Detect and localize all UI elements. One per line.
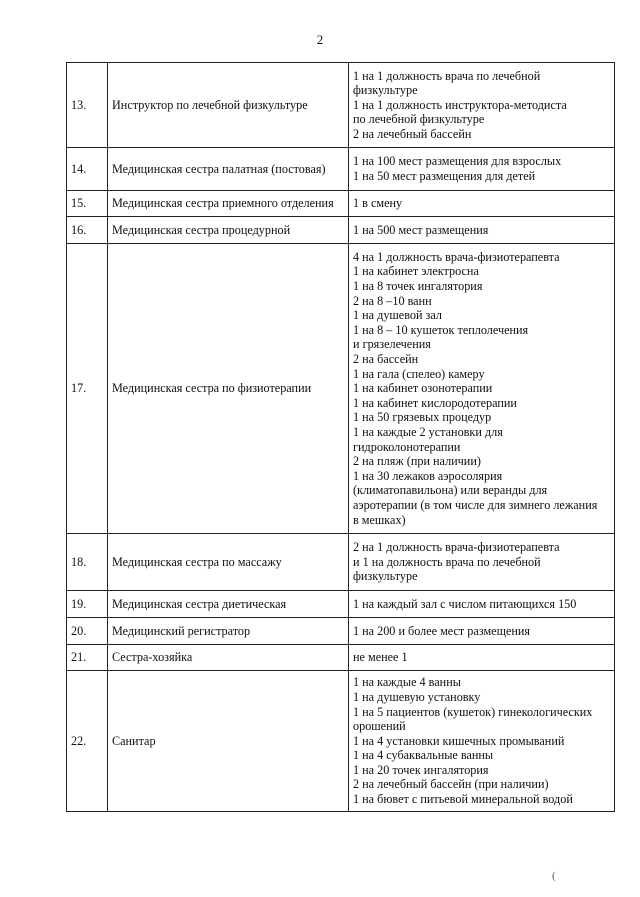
position-title: Санитар bbox=[108, 671, 349, 812]
table-row bbox=[67, 618, 615, 645]
staffing-norm bbox=[349, 671, 615, 812]
table-row bbox=[67, 244, 615, 534]
position-title: Медицинская сестра палатная (постовая) bbox=[108, 148, 349, 191]
position-title: Медицинская сестра по физиотерапии bbox=[108, 244, 349, 534]
table-row bbox=[67, 534, 615, 591]
norm-line: орошений bbox=[353, 719, 406, 734]
position-title: Медицинская сестра процедурной bbox=[108, 217, 349, 244]
norm-line: 1 на кабинет электросна bbox=[353, 264, 479, 279]
norm-line: 1 на 30 лежаков аэросолярия bbox=[353, 468, 503, 483]
page-number: 2 bbox=[316, 32, 324, 47]
norm-line: 1 на 5 пациентов (кушеток) гинекологических bbox=[353, 704, 593, 719]
norm-line: 1 на гала (спелео) камеру bbox=[353, 366, 485, 381]
norm-line: 1 на бювет с питьевой минеральной водой bbox=[353, 792, 573, 807]
staffing-norm bbox=[349, 148, 615, 191]
staffing-norm bbox=[349, 244, 615, 534]
row-number: 21. bbox=[67, 645, 108, 671]
staffing-norm bbox=[349, 191, 615, 217]
position-title: Медицинский регистратор bbox=[108, 618, 349, 645]
norm-line: аэротерапии (в том числе для зимнего лежания bbox=[353, 497, 598, 512]
norm-line: 1 на душевой зал bbox=[353, 308, 442, 323]
staffing-norms-table bbox=[66, 62, 615, 812]
table-row bbox=[67, 645, 615, 671]
norm-line: физкультуре bbox=[353, 569, 418, 584]
row-number: 16. bbox=[67, 217, 108, 244]
norm-line: 1 на 500 мест размещения bbox=[353, 222, 489, 237]
position-title: Медицинская сестра диетическая bbox=[108, 591, 349, 618]
row-number: 22. bbox=[67, 671, 108, 812]
norm-line: 1 на 1 должность врача по лечебной bbox=[353, 68, 541, 83]
norm-line: гидроколонотерапии bbox=[353, 439, 461, 454]
norm-line: физкультуре bbox=[353, 83, 418, 98]
norm-line: 1 на душевую установку bbox=[353, 689, 481, 704]
norm-line: 2 на бассейн bbox=[353, 352, 419, 367]
row-number: 20. bbox=[67, 618, 108, 645]
table-row bbox=[67, 217, 615, 244]
norm-line: 2 на лечебный бассейн (при наличии) bbox=[353, 777, 549, 792]
norm-line: 1 на 1 должность инструктора-методиста bbox=[353, 97, 567, 112]
position-title: Медицинская сестра приемного отделения bbox=[108, 191, 349, 217]
staffing-norm bbox=[349, 217, 615, 244]
norm-line: 1 на 50 мест размещения для детей bbox=[353, 169, 536, 183]
norm-line: 1 на 50 грязевых процедур bbox=[353, 410, 492, 425]
table-row bbox=[67, 63, 615, 148]
norm-line: 1 на каждые 4 ванны bbox=[353, 675, 461, 690]
norm-line: 1 на кабинет озонотерапии bbox=[353, 381, 493, 396]
norm-line: 4 на 1 должность врача-физиотерапевта bbox=[353, 249, 560, 264]
norm-line: по лечебной физкультуре bbox=[353, 112, 485, 127]
row-number: 18. bbox=[67, 534, 108, 591]
norm-line: 1 на 4 установки кишечных промываний bbox=[353, 733, 565, 748]
row-number: 17. bbox=[67, 244, 108, 534]
staffing-norm bbox=[349, 591, 615, 618]
norm-line: 2 на 8 –10 ванн bbox=[353, 293, 432, 308]
staffing-norm bbox=[349, 618, 615, 645]
norm-line: и 1 на должность врача по лечебной bbox=[353, 554, 541, 569]
row-number: 19. bbox=[67, 591, 108, 618]
position-title: Медицинская сестра по массажу bbox=[108, 534, 349, 591]
norm-line: (климатопавильона) или веранды для bbox=[353, 483, 548, 498]
norm-line: 1 в смену bbox=[353, 196, 403, 211]
norm-line: 1 на 100 мест размещения для взрослых bbox=[353, 154, 562, 169]
table-row bbox=[67, 191, 615, 217]
norm-line: 1 на 8 точек ингалятория bbox=[353, 279, 483, 294]
norm-line: 1 на кабинет кислородотерапии bbox=[353, 395, 517, 410]
norm-line: 2 на 1 должность врача-физиотерапевта bbox=[353, 540, 560, 555]
row-number: 13. bbox=[67, 63, 108, 148]
position-title: Сестра-хозяйка bbox=[108, 645, 349, 671]
norm-line: 1 на 4 субаквальные ванны bbox=[353, 748, 494, 763]
staffing-norm bbox=[349, 63, 615, 148]
row-number: 15. bbox=[67, 191, 108, 217]
row-number: 14. bbox=[67, 148, 108, 191]
norm-line: не менее 1 bbox=[353, 650, 408, 665]
table-row bbox=[67, 591, 615, 618]
norm-line: 2 на лечебный бассейн bbox=[353, 126, 472, 141]
staffing-norm bbox=[349, 534, 615, 591]
norm-line: 1 на каждый зал с числом питающихся 150 bbox=[353, 596, 577, 611]
table-row bbox=[67, 148, 615, 191]
page-corner-mark: ( bbox=[552, 870, 556, 882]
norm-line: 2 на пляж (при наличии) bbox=[353, 454, 481, 469]
staffing-norm bbox=[349, 645, 615, 671]
table-row bbox=[67, 671, 615, 812]
position-title: Инструктор по лечебной физкультуре bbox=[108, 63, 349, 148]
norm-line: в мешках) bbox=[353, 512, 406, 527]
norm-line: 1 на каждые 2 установки для bbox=[353, 424, 503, 439]
norm-line: 1 на 200 и более мест размещения bbox=[353, 623, 531, 638]
norm-line: 1 на 8 – 10 кушеток теплолечения bbox=[353, 322, 529, 337]
norm-line: 1 на 20 точек ингалятория bbox=[353, 762, 489, 777]
norm-line: и грязелечения bbox=[353, 337, 431, 352]
